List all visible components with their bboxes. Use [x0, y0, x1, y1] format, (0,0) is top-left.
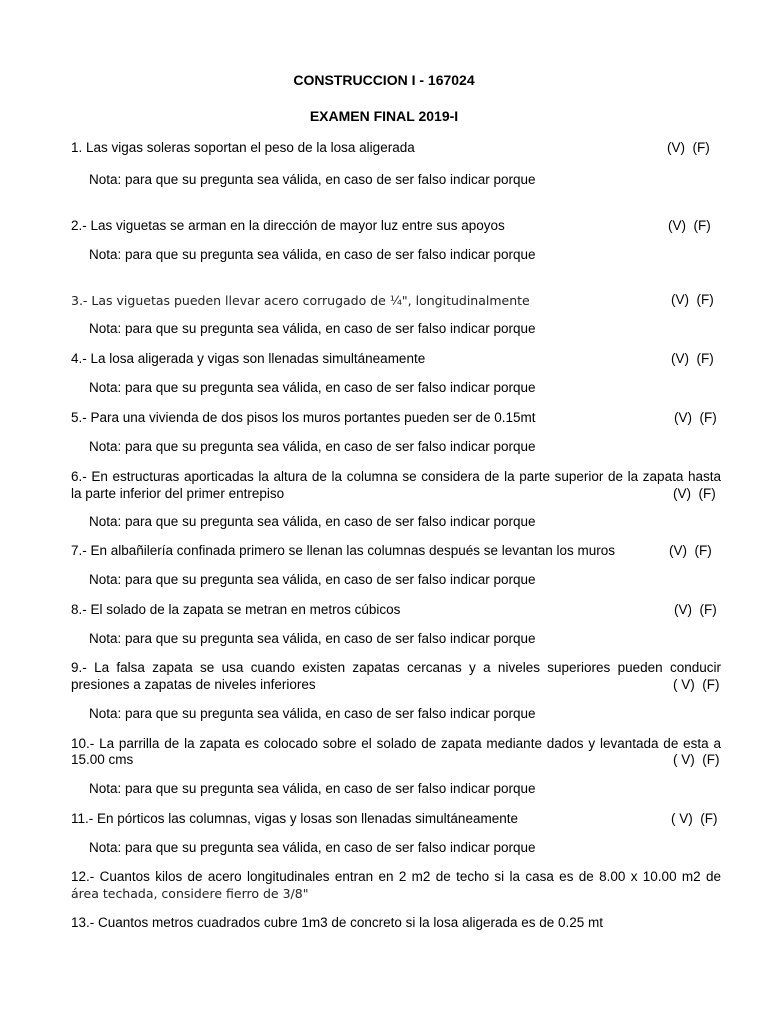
- question-1-text: 1. Las vigas soleras soportan el peso de la losa aligerada: [71, 140, 415, 155]
- question-11-note: Nota: para que su pregunta sea válida, en caso de ser falso indicar porque: [89, 840, 536, 855]
- question-2-note: Nota: para que su pregunta sea válida, en caso de ser falso indicar porque: [89, 247, 536, 262]
- question-1-vf: (V) (F): [667, 140, 710, 155]
- question-12-line1: 12.- Cuantos kilos de acero longitudinales entran en 2 m2 de techo si la casa es de 8.00 x 10.00 m2 de: [71, 869, 721, 884]
- question-3-note: Nota: para que su pregunta sea válida, en caso de ser falso indicar porque: [89, 321, 536, 336]
- course-title: CONSTRUCCION I - 167024: [293, 72, 475, 88]
- question-8-text: 8.- El solado de la zapata se metran en metros cúbicos: [71, 602, 401, 617]
- question-9-vf: ( V) (F): [673, 677, 720, 692]
- exam-title: EXAMEN FINAL 2019-I: [309, 108, 459, 124]
- question-5-text: 5.- Para una vivienda de dos pisos los muros portantes pueden ser de 0.15mt: [71, 410, 536, 425]
- question-13-text: 13.- Cuantos metros cuadrados cubre 1m3 de concreto si la losa aligerada es de 0.25 mt: [71, 915, 604, 930]
- question-3-text: 3.- Las viguetas pueden llevar acero corrugado de ¼", longitudinalmente: [71, 293, 530, 308]
- question-10-note: Nota: para que su pregunta sea válida, en caso de ser falso indicar porque: [89, 781, 536, 796]
- question-10-line2: 15.00 cms: [71, 752, 134, 767]
- question-11-text: 11.- En pórticos las columnas, vigas y losas son llenadas simultáneamente: [71, 811, 518, 826]
- question-7-vf: (V) (F): [669, 543, 712, 558]
- question-9-line1: 9.- La falsa zapata se usa cuando existen zapatas cercanas y a niveles superiores pueden conducir: [71, 660, 721, 675]
- question-7-note: Nota: para que su pregunta sea válida, en caso de ser falso indicar porque: [89, 572, 536, 587]
- question-10-vf: ( V) (F): [673, 752, 720, 767]
- question-4-text: 4.- La losa aligerada y vigas son llenadas simultáneamente: [71, 351, 426, 366]
- question-1-note: Nota: para que su pregunta sea válida, en caso de ser falso indicar porque: [89, 172, 536, 187]
- question-5-note: Nota: para que su pregunta sea válida, en caso de ser falso indicar porque: [89, 439, 536, 454]
- question-12-line2: área techada, considere fierro de 3/8": [71, 886, 309, 901]
- question-8-note: Nota: para que su pregunta sea válida, en caso de ser falso indicar porque: [89, 631, 536, 646]
- question-6-note: Nota: para que su pregunta sea válida, en caso de ser falso indicar porque: [89, 514, 536, 529]
- question-6-line2: la parte inferior del primer entrepiso: [71, 486, 285, 501]
- question-2-text: 2.- Las viguetas se arman en la dirección de mayor luz entre sus apoyos: [71, 218, 505, 233]
- question-5-vf: (V) (F): [674, 410, 717, 425]
- question-7-text: 7.- En albañilería confinada primero se llenan las columnas después se levantan los muros: [71, 543, 616, 558]
- question-9-note: Nota: para que su pregunta sea válida, en caso de ser falso indicar porque: [89, 706, 536, 721]
- question-6-line1: 6.- En estructuras aporticadas la altura de la columna se considera de la parte superior de la zapata hasta: [71, 469, 721, 484]
- question-3-vf: (V) (F): [671, 292, 714, 307]
- question-11-vf: ( V) (F): [671, 811, 718, 826]
- question-10-line1: 10.- La parrilla de la zapata es colocado sobre el solado de zapata mediante dados y levantada de esta a: [71, 736, 721, 751]
- question-8-vf: (V) (F): [674, 602, 717, 617]
- question-9-line2: presiones a zapatas de niveles inferiores: [71, 677, 316, 692]
- question-4-vf: (V) (F): [671, 351, 714, 366]
- question-2-vf: (V) (F): [668, 218, 711, 233]
- question-4-note: Nota: para que su pregunta sea válida, en caso de ser falso indicar porque: [89, 380, 536, 395]
- question-6-vf: (V) (F): [673, 486, 716, 501]
